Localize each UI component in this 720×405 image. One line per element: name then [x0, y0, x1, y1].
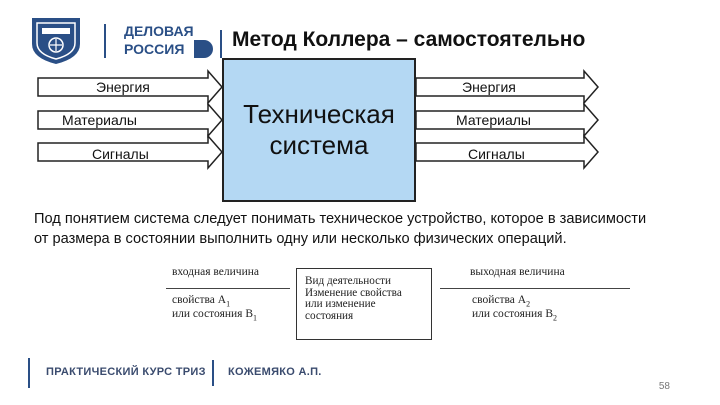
- input-quantity-header: входная величина: [172, 266, 259, 278]
- input-label-energy: Энергия: [96, 79, 150, 95]
- output-quantity-header: выходная величина: [470, 266, 565, 278]
- technical-system-box: [222, 58, 416, 202]
- activity-line: или изменение: [305, 298, 376, 310]
- svg-text:ДЕЛОВАЯ: ДЕЛОВАЯ: [124, 23, 194, 39]
- input-label-materials: Материалы: [62, 112, 137, 128]
- output-label-energy: Энергия: [462, 79, 516, 95]
- output-label-signals: Сигналы: [468, 146, 525, 162]
- output-state-line: или состояния $B_2$: [472, 308, 558, 323]
- svg-text:РОССИЯ: РОССИЯ: [124, 41, 185, 57]
- definition-paragraph: Под понятием система следует понимать техническое устройство, которое в зависимости от размера в состоянии выполнить одну или несколько физических операций.: [34, 211, 647, 247]
- activity-line: Изменение свойства: [305, 286, 402, 299]
- system-label-line1: Техническая: [243, 99, 395, 129]
- activity-line: состояния: [305, 309, 354, 322]
- activity-line: Вид деятельности: [305, 275, 391, 287]
- system-label-line2: система: [269, 130, 369, 160]
- input-property-line: свойства $A_1$: [172, 294, 231, 309]
- author-name: КОЖЕМЯКО А.П.: [228, 366, 322, 378]
- footer-divider-left: [28, 358, 30, 388]
- course-name: ПРАКТИЧЕСКИЙ КУРС ТРИЗ: [46, 366, 206, 378]
- activity-box: [296, 268, 432, 340]
- output-label-materials: Материалы: [456, 112, 531, 128]
- output-rule: [440, 288, 630, 289]
- input-rule: [166, 288, 290, 289]
- output-property-line: свойства $A_2$: [472, 294, 531, 309]
- footer-divider-mid: [212, 360, 214, 386]
- input-state-line: или состояния $B_1$: [172, 308, 258, 323]
- input-label-signals: Сигналы: [92, 146, 149, 162]
- slide-title: Метод Коллера – самостоятельно: [232, 28, 586, 51]
- page-number: 58: [658, 381, 670, 392]
